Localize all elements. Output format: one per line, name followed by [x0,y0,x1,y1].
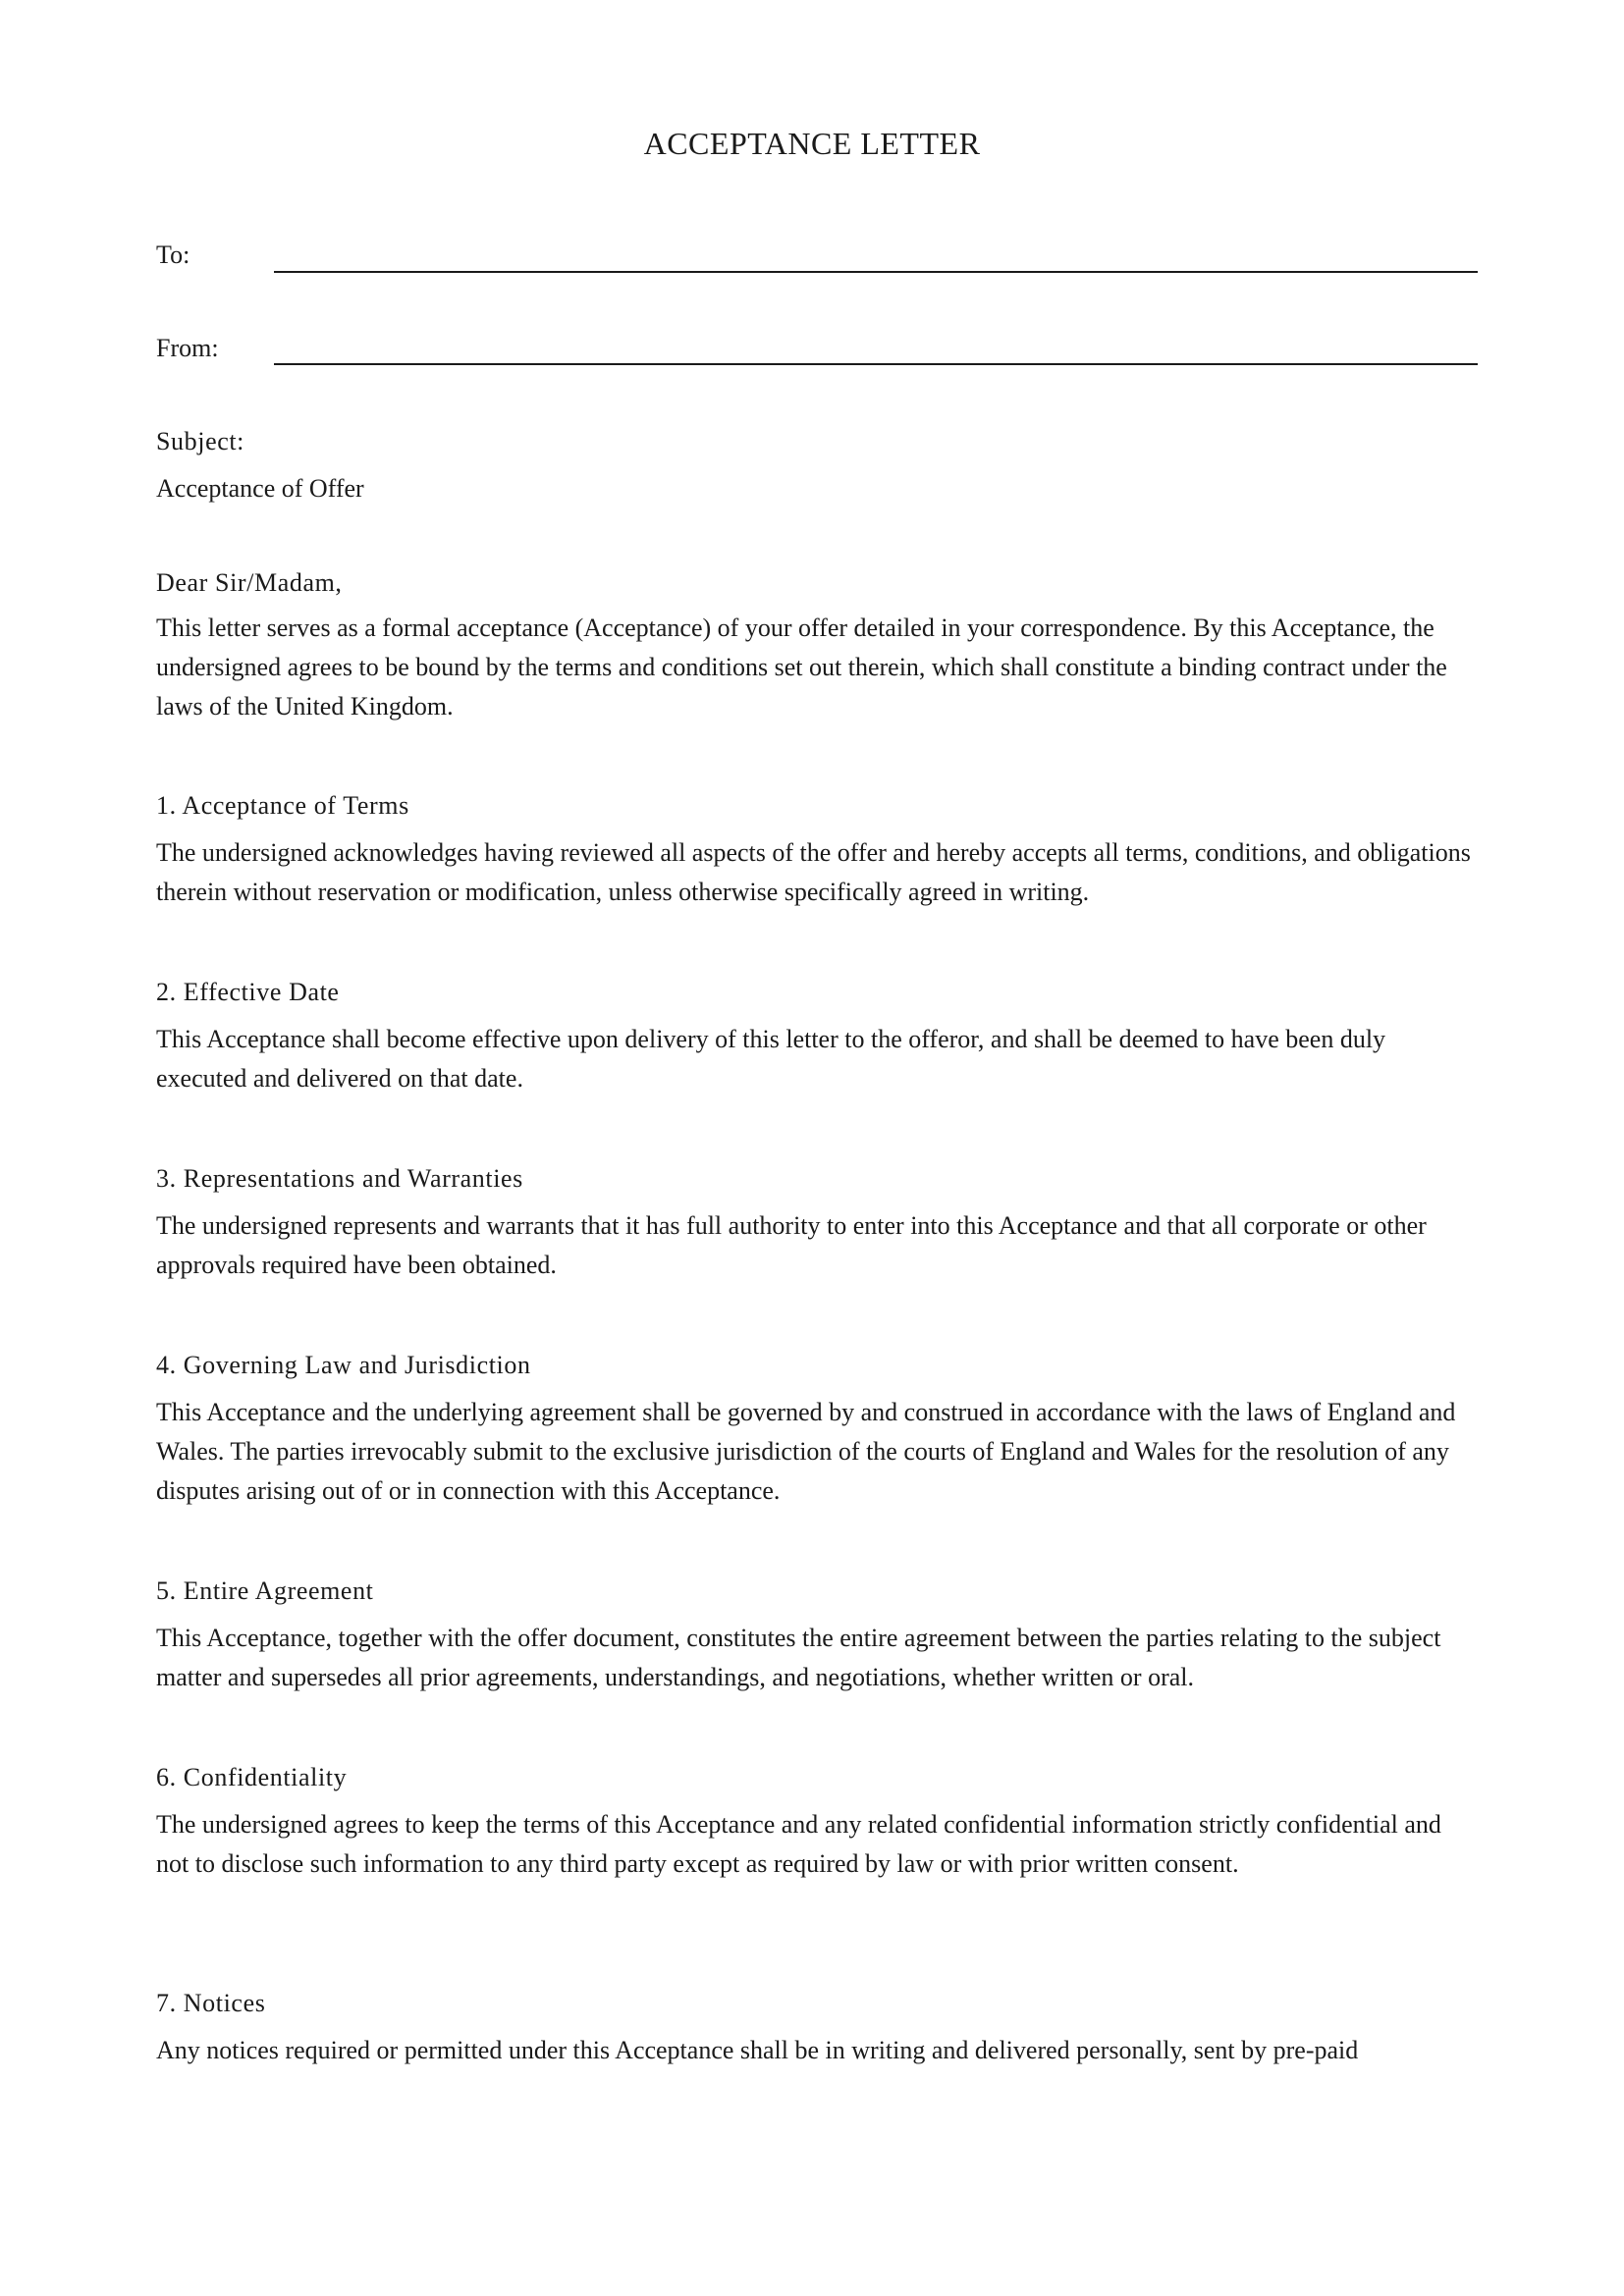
from-field-line [274,363,1478,365]
to-label: To: [156,240,190,269]
section-body: This Acceptance, together with the offer document, constitutes the entire agreement between the parties relating to the subject matter and supersedes all prior agreements, understandings, and negotiations, whether written or oral. [156,1624,1441,1691]
to-field-line [274,271,1478,273]
section-heading: 1. Acceptance of Terms [156,791,409,820]
section-5 [156,1574,1477,1697]
subject-block [156,424,1477,508]
section-heading: 2. Effective Date [156,978,340,1006]
section-heading: 5. Entire Agreement [156,1576,374,1605]
document-title: ACCEPTANCE LETTER [643,126,981,161]
section-4 [156,1348,1477,1511]
section-7 [156,1986,1477,2070]
section-body: The undersigned agrees to keep the terms of this Acceptance and any related confidential information strictly confidential and not to disclose such information to any third party except as required by law or with prior written consent. [156,1810,1441,1878]
section-body: Any notices required or permitted under this Acceptance shall be in writing and delivered personally, sent by pre-paid [156,2036,1359,2064]
subject-label: Subject: [156,427,245,455]
section-heading: 6. Confidentiality [156,1763,348,1791]
section-3 [156,1161,1477,1285]
section-2 [156,975,1477,1098]
section-heading: 4. Governing Law and Jurisdiction [156,1351,531,1379]
from-label: From: [156,334,219,362]
section-body: This Acceptance and the underlying agreement shall be governed by and construed in accordance with the laws of England and Wales. The parties irrevocably submit to the exclusive jurisdiction of the courts of England and Wales for the resolution of any disputes arising out of or in connection with this Acceptance. [156,1398,1456,1505]
section-6 [156,1760,1477,1884]
section-body: The undersigned represents and warrants that it has full authority to enter into this Acceptance and that all corporate or other approvals required have been obtained. [156,1211,1427,1279]
section-heading: 3. Representations and Warranties [156,1164,523,1193]
intro-block [156,565,1477,726]
salutation: Dear Sir/Madam, [156,568,343,597]
subject-value: Acceptance of Offer [156,474,364,503]
section-1 [156,788,1477,912]
section-heading: 7. Notices [156,1989,266,2017]
section-body: This Acceptance shall become effective upon delivery of this letter to the offeror, and shall be deemed to have been duly executed and delivered on that date. [156,1025,1386,1093]
intro-paragraph: This letter serves as a formal acceptance (Acceptance) of your offer detailed in your correspondence. By this Acceptance, the undersigned agrees to be bound by the terms and conditions set out therein, which shall constitute a binding contract under the laws of the United Kingdom. [156,614,1447,721]
section-body: The undersigned acknowledges having reviewed all aspects of the offer and hereby accepts all terms, conditions, and obligations therein without reservation or modification, unless otherwise specifically agreed in writing. [156,838,1471,906]
